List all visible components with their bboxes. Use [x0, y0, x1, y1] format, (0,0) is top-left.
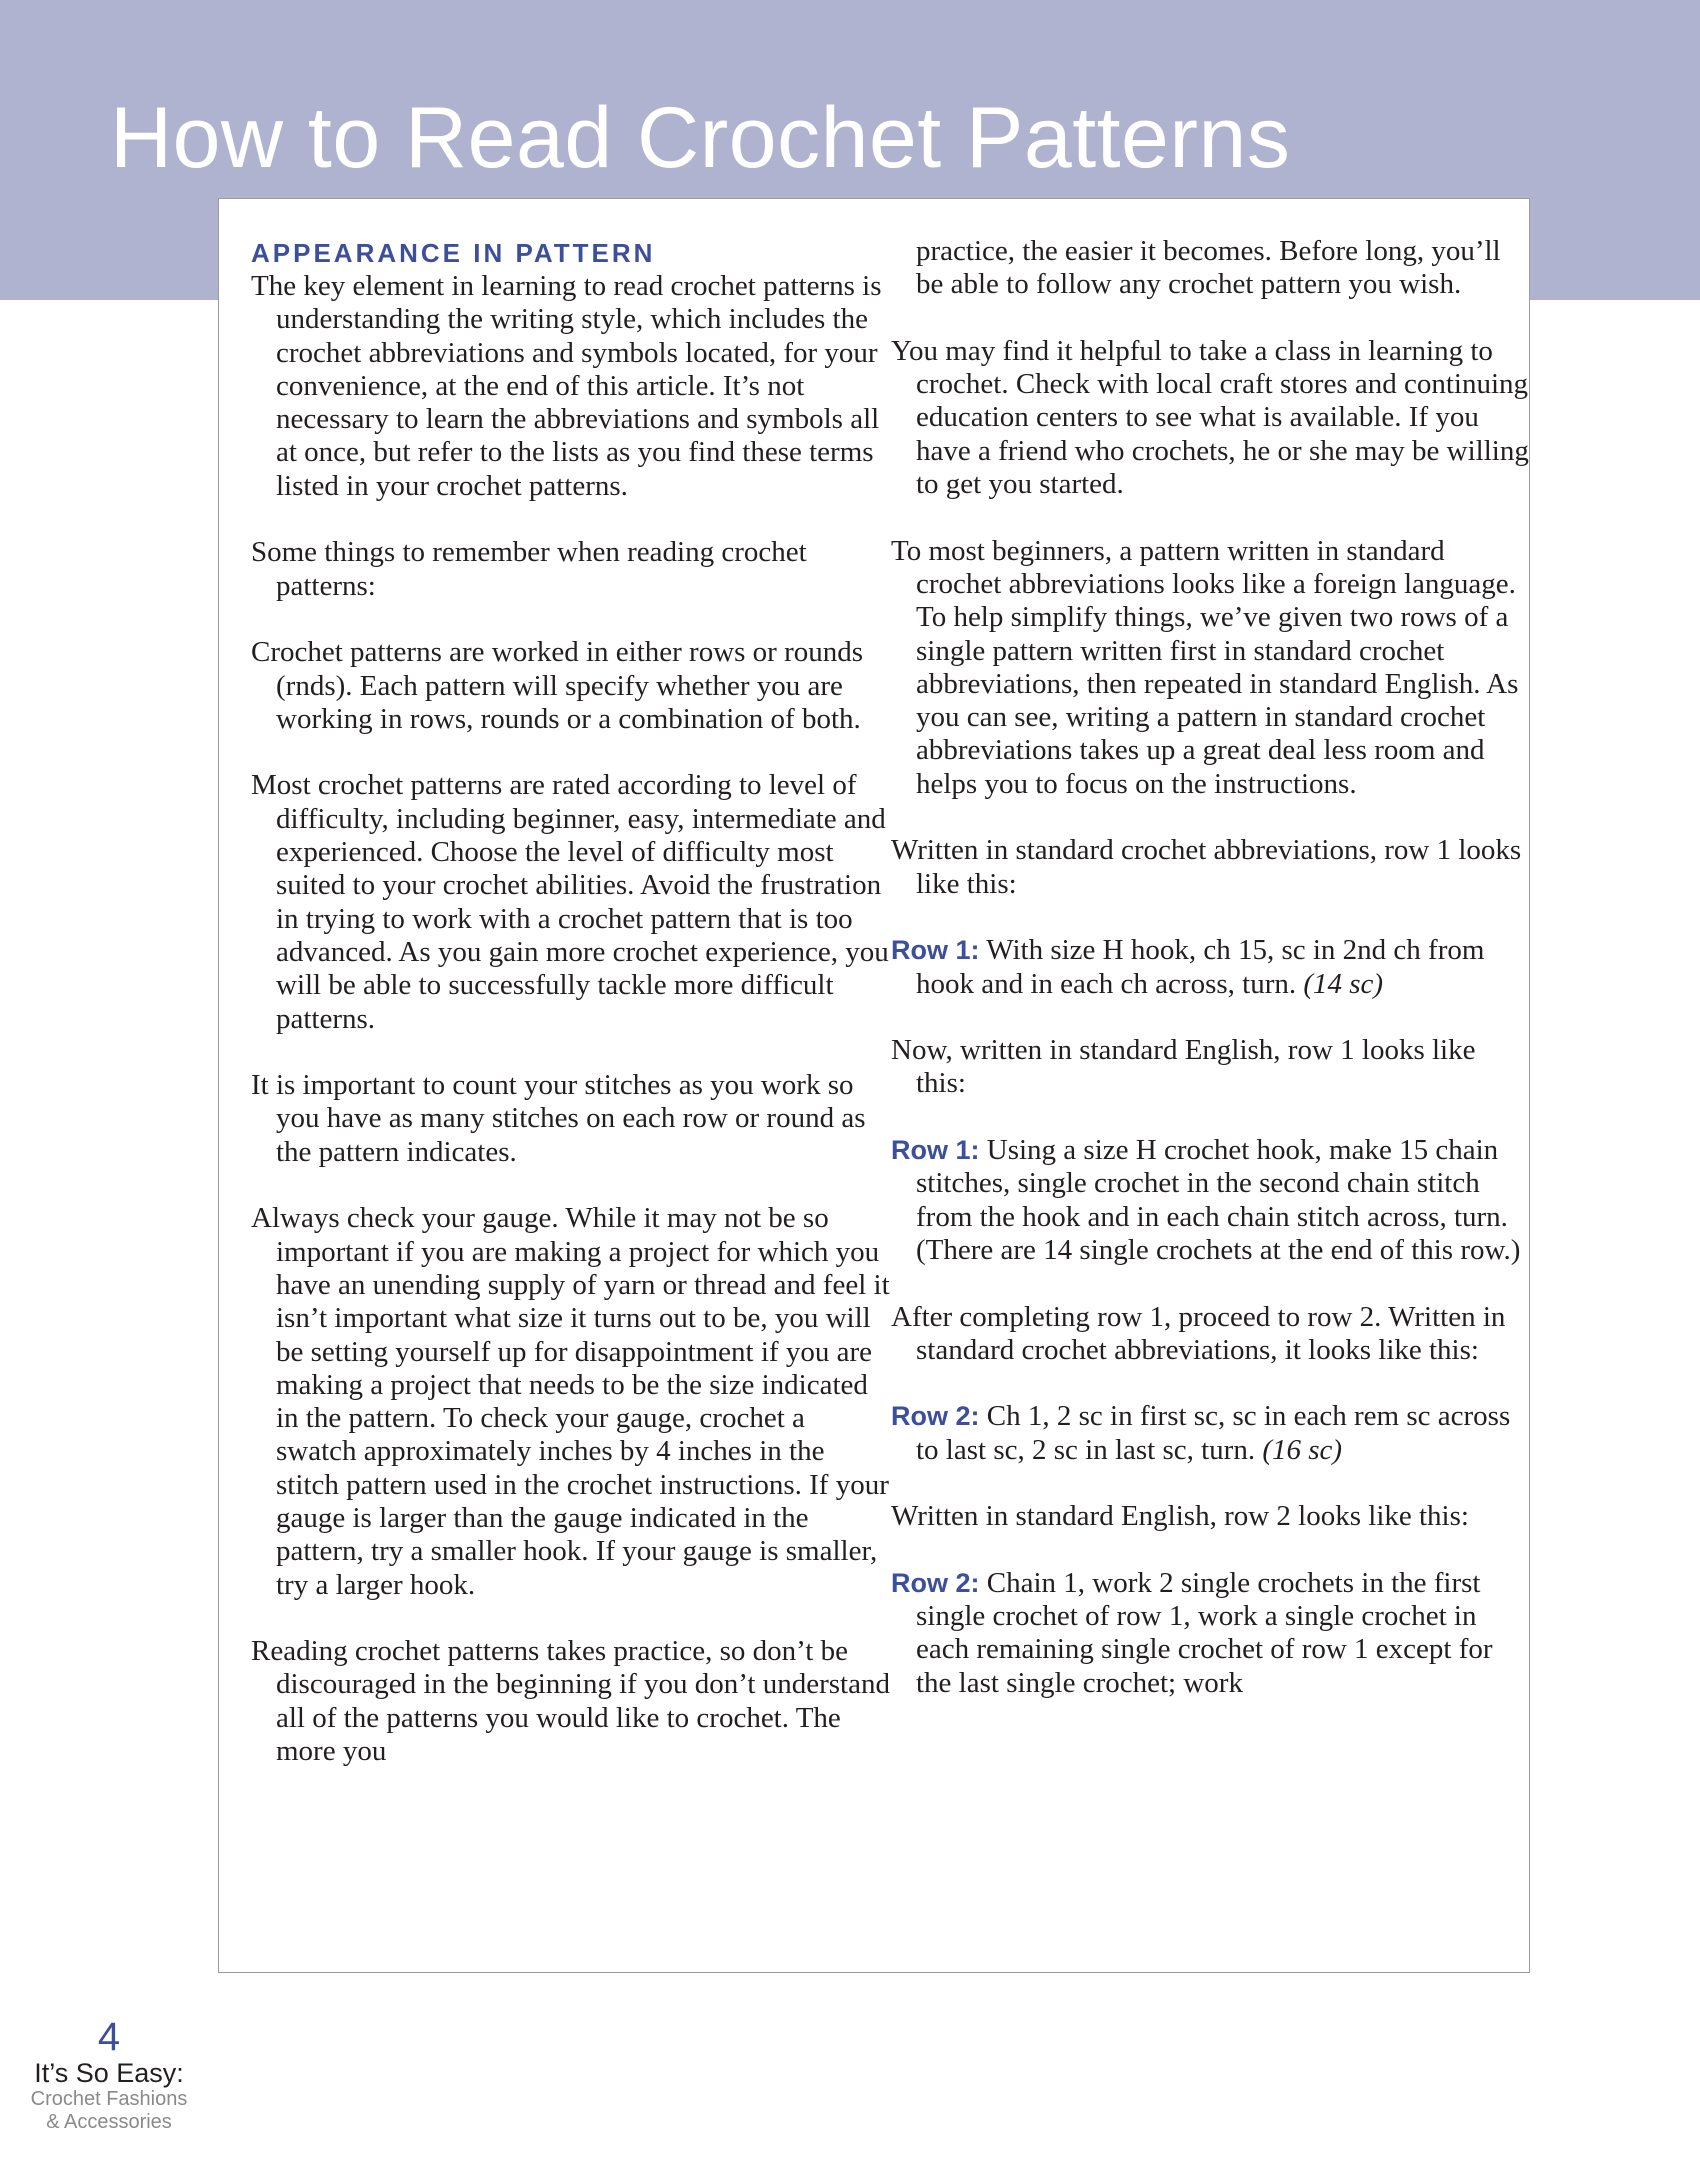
page-number: 4 — [97, 2015, 121, 2059]
article-box — [218, 198, 1530, 1973]
pattern-row-2-english — [891, 1567, 1531, 1700]
paragraph: Some things to remember when reading crochet patterns: — [251, 536, 807, 602]
row-label: Row 1: — [891, 935, 980, 966]
pattern-row-1-abbreviated — [891, 934, 1531, 1001]
paragraph: You may find it helpful to take a class in learning to crochet. Check with local craft stores and continuing education centers to see what is available. If you have a friend who crochets, he or she may be willing to get you started. — [891, 334, 1529, 501]
row-instruction: Chain 1, work 2 single crochets in the first single crochet of row 1, work a single crochet in each remaining single crochet of row 1 except for the last single crochet; work — [916, 1566, 1493, 1699]
book-subtitle-line-2: & Accessories — [46, 2111, 172, 2133]
page-title: How to Read Crochet Patterns — [110, 90, 1291, 186]
row-label: Row 2: — [891, 1567, 980, 1598]
paragraph: Crochet patterns are worked in either rows or rounds (rnds). Each pattern will specify whether you are working in rows, rounds or a combination of both. — [251, 636, 864, 735]
row-instruction: Using a size H crochet hook, make 15 chain stitches, single crochet in the second chain stitch from the hook and in each chain stitch across, turn. (There are 14 single crochets at the end of this row.) — [916, 1134, 1521, 1266]
paragraph: Written in standard English, row 2 looks like this: — [891, 1500, 1469, 1533]
left-column — [251, 237, 891, 1802]
paragraph: To most beginners, a pattern written in standard crochet abbreviations looks like a foreign language. To help simplify things, we’ve given two rows of a single pattern written first in standard crochet abbreviations, then repeated in standard English. As you can see, writing a pattern in standard crochet abbreviations takes up a great deal less room and helps you to focus on the instructions. — [891, 534, 1519, 800]
paragraph: The key element in learning to read crochet patterns is understanding the writing style, which includes the crochet abbreviations and symbols located, for your convenience, at the end of this article. It’s not necessary to learn the abbreviations and symbols all at once, but refer to the lists as you find these terms listed in your crochet patterns. — [251, 270, 882, 502]
row-instruction: Ch 1, 2 sc in first sc, sc in each rem sc across to last sc, 2 sc in last sc, turn. — [916, 1400, 1511, 1466]
paragraph: Most crochet patterns are rated according to level of difficulty, including beginner, easy, intermediate and experienced. Choose the level of difficulty most suited to your crochet abilities. Avoid the frustration in trying to work with a crochet pattern that is too advanced. As you gain more crochet experience, you will be able to successfully tackle more difficult patterns. — [251, 769, 889, 1035]
paragraph: Always check your gauge. While it may not be so important if you are making a project for which you have an unending supply of yarn or thread and feel it isn’t important what size it turns out to be, you will be setting yourself up for disappointment if you are making a project that needs to be the size indicated in the pattern. To check your gauge, crochet a swatch approximately inches by 4 inches in the stitch pattern used in the crochet instructions. If your gauge is larger than the gauge indicated in the pattern, try a smaller hook. If your gauge is smaller, try a larger hook. — [251, 1202, 890, 1601]
pattern-row-1-english — [891, 1134, 1531, 1267]
paragraph: Reading crochet patterns takes practice, so don’t be discouraged in the beginning if you don’t understand all of the patterns you would like to crochet. The more you — [251, 1635, 890, 1768]
stitch-count: (14 sc) — [1303, 967, 1384, 1000]
row-instruction: With size H hook, ch 15, sc in 2nd ch from hook and in each ch across, turn. — [916, 934, 1485, 1000]
paragraph: It is important to count your stitches as you work so you have as many stitches on each row or round as the pattern indicates. — [251, 1069, 866, 1168]
book-subtitle-line-1: Crochet Fashions — [30, 2088, 188, 2110]
paragraph: Now, written in standard English, row 1 looks like this: — [891, 1034, 1476, 1100]
stitch-count: (16 sc) — [1262, 1433, 1343, 1466]
row-label: Row 2: — [891, 1401, 980, 1432]
continued-paragraph: practice, the easier it becomes. Before long, you’ll be able to follow any crochet pattern you wish. — [916, 235, 1501, 301]
section-heading: APPEARANCE IN PATTERN — [251, 238, 656, 268]
pattern-row-2-abbreviated — [891, 1400, 1531, 1467]
row-label: Row 1: — [891, 1135, 980, 1166]
book-title: It’s So Easy: — [34, 2058, 184, 2088]
paragraph: After completing row 1, proceed to row 2. Written in standard crochet abbreviations, it looks like this: — [891, 1300, 1506, 1366]
paragraph: Written in standard crochet abbreviations, row 1 looks like this: — [891, 834, 1522, 900]
page-footer — [24, 2015, 194, 2134]
right-column — [891, 235, 1531, 1733]
